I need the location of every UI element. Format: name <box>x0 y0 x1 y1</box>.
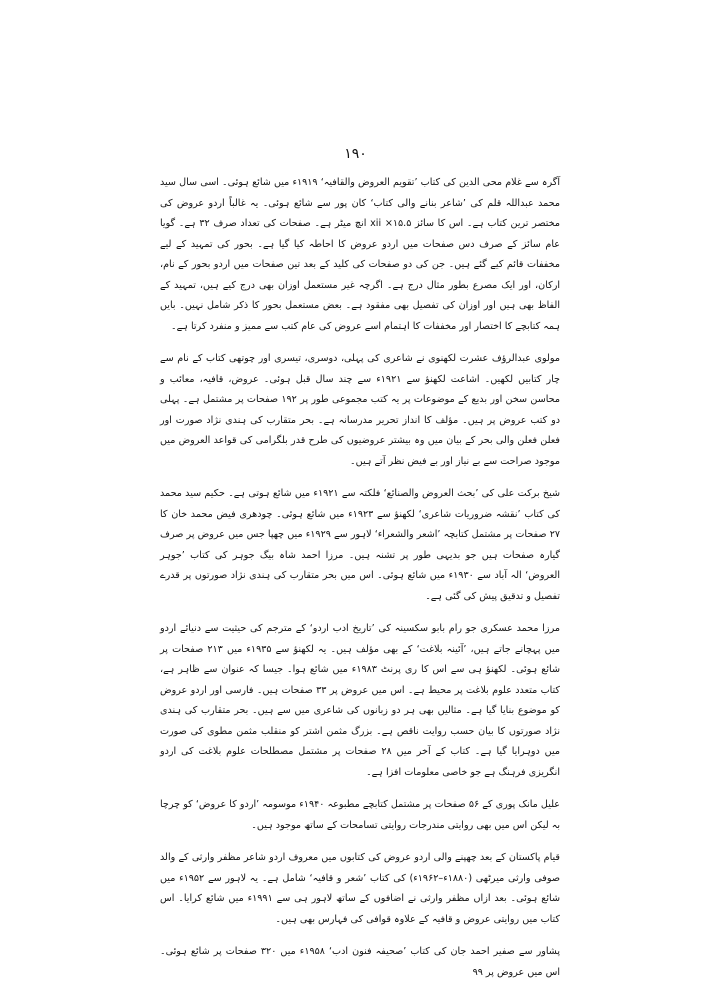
paragraph: مرزا محمد عسکری جو رام بابو سکسینہ کی ’تاریخ ادب اردو‘ کے مترجم کی حیثیت سے دنیائے اردو میں پہچانے جاتے ہیں، ’آئینہ بلاغت‘ کے بھی مؤلف ہیں۔ یہ لکھنؤ سے ۱۹۳۵ء میں ۲۱۳ صفحات پر شائع ہوئی۔ لکھنؤ ہی سے اس کا ری پرنٹ ۱۹۸۳ء میں شائع ہوا۔ جیسا کہ عنوان سے ظاہر ہے، کتاب متعدد علوم بلاغت پر محیط ہے۔ اس میں عروض پر ۳۳ صفحات ہیں۔ فارسی اور اردو عروض کو موضوع بنایا گیا ہے۔ مثالیں بھی ہر دو زبانوں کی شاعری میں سے ہیں۔ بحر متقارب کی ہندی نژاد صورتوں کا بیان حسب روایت ناقص ہے۔ بزرگ مثمن اشتر کو منقلب مثمن مطوی کی صورت میں دوہرایا گیا ہے۔ کتاب کے آخر میں ۲۸ صفحات پر مشتمل مصطلحات علوم بلاغت کی اردو انگریزی فرہنگ ہے جو خاصی معلومات افزا ہے۔ <box>160 623 561 778</box>
paragraph: قیام پاکستان کے بعد چھپنے والی اردو عروض کی کتابوں میں معروف اردو شاعر مظفر وارثی کے والد صوفی وارثی میرٹھی (۱۸۸۰ء–۱۹۶۲ء) کی کتاب ’شعر و قافیہ‘ شامل ہے۔ یہ لاہور سے ۱۹۵۲ء میں شائع ہوئی۔ بعد ازاں مظفر وارثی نے اضافوں کے ساتھ لاہور ہی سے ۱۹۹۱ء میں شائع کرایا۔ اس کتاب میں روایتی عروض و قافیہ کے علاوہ قوافی کی فہارس بھی ہیں۔ <box>160 852 560 925</box>
paragraph: مولوی عبدالرؤف عشرت لکھنوی نے شاعری کی پہلی، دوسری، تیسری اور چوتھی کتاب کے نام سے چار کتابیں لکھیں۔ اشاعت لکھنؤ سے ۱۹۲۱ء سے چند سال قبل ہوئی۔ عروض، قافیہ، معائب و محاسن سخن اور بدیع کے موضوعات پر یہ کتب مجموعی طور پر ۱۹۲ صفحات پر مشتمل ہے۔ پہلی دو کتب عروض پر ہیں۔ مؤلف کا انداز تحریر مدرسانہ ہے۔ بحر متقارب کی ہندی نژاد صورت اور فعلن فعلن والی بحر کے بیان میں وہ بیشتر عروضیوں کی طرح قدر بلگرامی کی قواعد العروض میں موجود صراحت سے بے نیاز اور بے فیض نظر آتے ہیں۔ <box>160 353 560 467</box>
paragraph: آگرہ سے غلام محی الدین کی کتاب ’تقویم العروض والقافیہ‘ ۱۹۱۹ء میں شائع ہوئی۔ اسی سال سید محمد عبداللہ قلم کی ’شاعر بنانے والی کتاب‘ کان پور سے شائع ہوئی۔ یہ غالباً اردو عروض کی مختصر ترین کتاب ہے۔ اس کا سائز xii ×۱۵.۵ انچ میٹر ہے۔ صفحات کی تعداد صرف ۳۲ ہے۔ گویا عام سائز کے صرف دس صفحات میں اردو عروض کا احاطہ کیا گیا ہے۔ بحور کی تمہید کے لیے مخففات قائم کیے گئے ہیں۔ جن کی دو صفحات کی کلید کے بعد تین صفحات میں اردو بحور کے نام، ارکان، اور ایک مصرع بطور مثال درج ہے۔ اگرچہ غیر مستعمل اوزان بھی درج کیے ہیں، تمہید کے الفاظ بھی ہیں اور اوزان کی تفصیل بھی مفقود ہے۔ بعض مستعمل بحور کا ذکر شامل نہیں۔ بایں ہمہ کتابچے کا اختصار اور مخففات کا اہتمام اسے عروض کی عام کتب سے ممیز و منفرد کرتا ہے۔ <box>160 177 561 332</box>
paragraph: شیخ برکت علی کی ’بحث العروض والصنائع‘ فلکتہ سے ۱۹۲۱ء میں شائع ہوتی ہے۔ حکیم سید محمد کی کتاب ’نقشہ ضروریات شاعری‘ لکھنؤ سے ۱۹۲۳ء میں شائع ہوئی۔ چودھری فیض محمد خان کا ۲۷ صفحات پر مشتمل کتابچہ ’اشعر والشعراء‘ لاہور سے ۱۹۲۹ء میں چھپا جس میں عروض پر صرف گیارہ صفحات ہیں جو بدیہی طور پر تشنہ ہیں۔ مرزا احمد شاہ بیگ جوہر کی کتاب ’جوہر العروض‘ الہ آباد سے ۱۹۳۰ء میں شائع ہوئی۔ اس میں بحر متقارب کی ہندی نژاد صورتوں پر قدرے تفصیل و تدقیق پیش کی گئی ہے۔ <box>160 488 561 602</box>
page-number: ۱۹۰ <box>344 146 367 162</box>
body-text <box>160 173 560 995</box>
paragraph: علیل مانک پوری کے ۵۶ صفحات پر مشتمل کتابچے مطبوعہ ۱۹۴۰ء موسومہ ’اردو کا عروض‘ کو چرچا بہ لیکن اس میں بھی روایتی مندرجات روایتی تسامحات کے ساتھ موجود ہیں۔ <box>160 799 560 831</box>
paragraph: پشاور سے صفیر احمد جان کی کتاب ’صحیفہ فنون ادب‘ ۱۹۵۸ء میں ۳۲۰ صفحات پر شائع ہوئی۔ اس میں عروض پر ۹۹ <box>160 946 560 978</box>
